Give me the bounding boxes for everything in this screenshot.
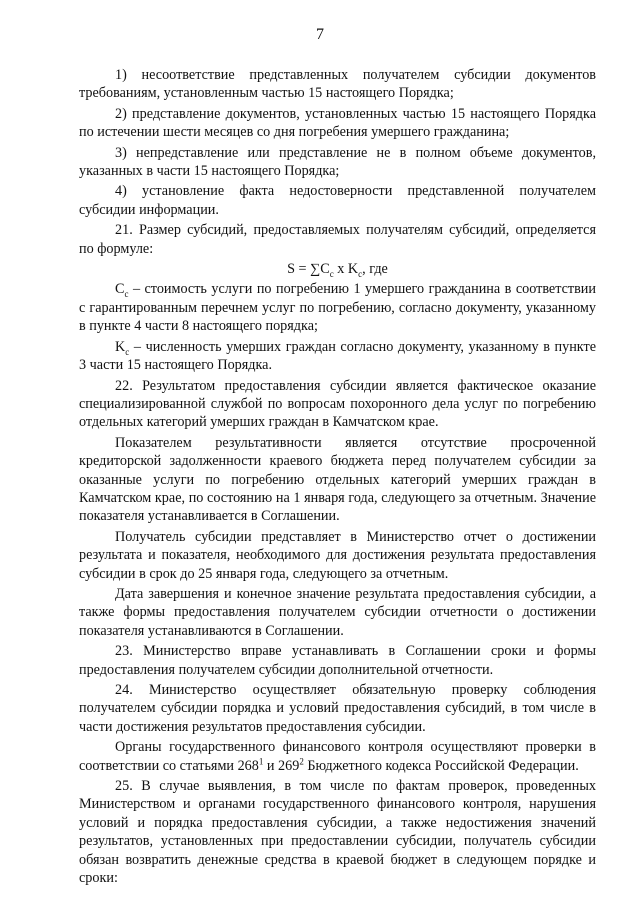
definition-text: – стоимость услуги по погребению 1 умершего гражданина в соответствии с гарантированным перечнем услуг по погребению, согласно документу, указанному в пункте 4 части 8 настоящего порядка; [79,281,596,335]
paragraph-item-3: 3) непредставление или представление не в полном объеме документов, указанных в части 15 настоящего Порядка; [79,144,596,180]
page-number: 7 [316,26,324,43]
formula-tail: , где [362,261,388,278]
paragraph-report: Получатель субсидии представляет в Министерство отчет о достижении результата и показателя, необходимого для достижения результата предоставления субсидии в срок до 25 января года, следующего за отчетным. [79,528,596,582]
definition-symbol: K [115,338,126,355]
definition-text: – численность умерших граждан согласно документу, указанному в пункте 3 части 15 настоящего Порядка. [79,338,596,374]
definition-subscript: c [125,346,130,357]
audit-text-after: Бюджетного кодекса Российской Федерации. [303,757,579,774]
audit-text-before: Органы государственного финансового контроля осуществляют проверки в соответствии со статьями 268 [79,739,596,774]
paragraph-indicator: Показателем результативности является отсутствие просроченной кредиторской задолженности краевого бюджета перед получателем субсидии за оказанные услуги по погребению отдельных категорий умерших граждан в Камчатском крае, по состоянию на 1 января года, следующего за отчетным. Значение показателя устанавливается в Соглашении. [79,434,596,525]
paragraph-24: 24. Министерство осуществляет обязательную проверку соблюдения получателем субсидии порядка и условий предоставления субсидий, в том числе в части достижения результатов предоставления субсидии. [79,682,596,735]
audit-sup-1: 1 [258,755,264,766]
paragraph-22: 22. Результатом предоставления субсидии является фактическое оказание специализированной службой по вопросам похоронного дела услуг по погребению отдельных категорий умерших граждан в Камчатском крае. [79,377,596,431]
subsidy-formula [79,260,596,278]
paragraph-item-4: 4) установление факта недостоверности представленной получателем субсидии информации. [79,183,596,218]
paragraph-item-1: 1) несоответствие представленных получателем субсидии документов требованиям, установленным частью 15 настоящего Порядка; [79,67,596,102]
definition-cost [79,280,596,335]
paragraph-item-2: 2) представление документов, установленных частью 15 настоящего Порядка по истечении шести месяцев со дня погребения умершего гражданина; [79,105,596,141]
formula-sub-2: c [358,268,363,279]
formula-mid: x K [333,261,359,278]
paragraph-25: 25. В случае выявления, в том числе по фактам проверок, проведенных Министерством и органами государственного финансового контроля, нарушения условий и порядка предоставления субсидии, а также недостижения значений результатов, установленных при предоставлении субсидии, получатель субсидии обязан возвратить денежные средства в краевой бюджет в следующем порядке и сроки: [79,778,596,887]
paragraph-audit [79,738,596,775]
document-body [79,66,596,889]
formula-sub-1: c [329,268,334,279]
definition-subscript: c [124,289,129,300]
paragraph-completion-date: Дата завершения и конечное значение результата предоставления субсидии, а также формы предоставления получателем субсидии отчетности о достижении показателя устанавливаются в Соглашении. [79,585,596,639]
definition-symbol: C [115,281,125,298]
paragraph-23: 23. Министерство вправе устанавливать в Соглашении сроки и формы предоставления получателем субсидии дополнительной отчетности. [79,643,596,678]
audit-text-middle: и 269 [263,757,300,774]
audit-sup-2: 2 [299,755,304,766]
definition-count [79,338,596,375]
formula-lhs: S = ∑C [287,261,330,278]
paragraph-21: 21. Размер субсидий, предоставляемых получателям субсидий, определяется по формуле: [79,222,596,257]
